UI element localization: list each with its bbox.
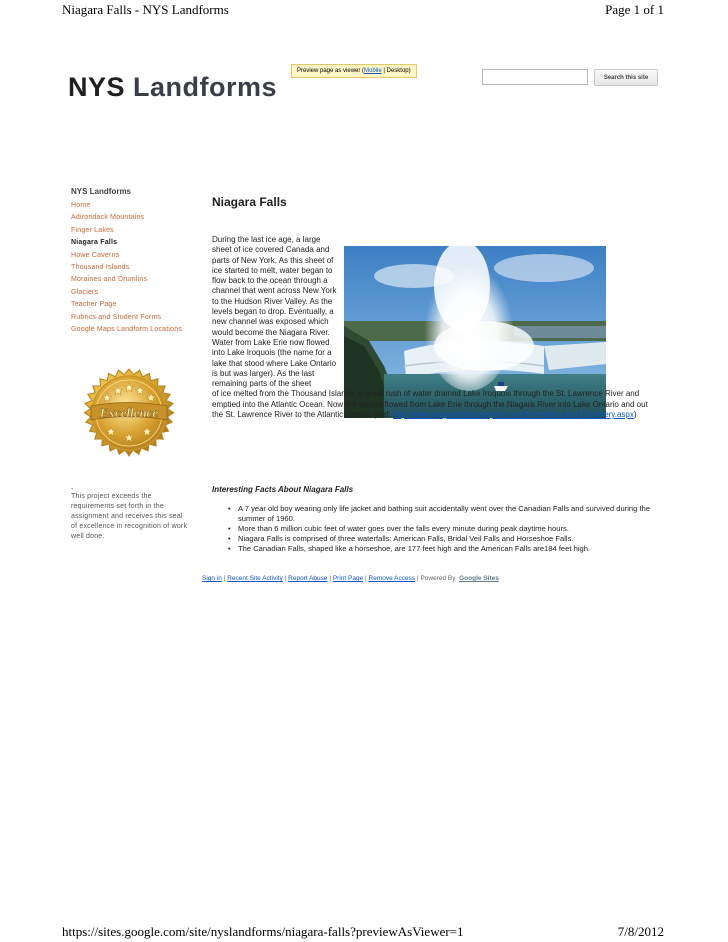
fact-text: More than 6 million cubic feet of water goes over the falls every minute during peak daytime hours. (238, 524, 569, 533)
intro-paragraph-wide (212, 389, 657, 420)
sidebar (71, 187, 196, 336)
page-title: Niagara Falls (212, 195, 287, 209)
sign-in-link[interactable]: Sign in (202, 575, 222, 582)
report-abuse-link[interactable]: Report Abuse (288, 575, 328, 582)
seal-note-text: This project exceeds the requirements set forth in the assignment and receives this seal of excellence in recognition of work well done. (71, 493, 188, 540)
facts-list (228, 504, 658, 554)
footer-separator: | (221, 575, 228, 582)
sidebar-item-finger-lakes[interactable]: Finger Lakes (71, 226, 114, 234)
seal-text: Excellence (99, 405, 159, 420)
search-input[interactable] (482, 69, 588, 85)
fact-text: A 7 year old boy wearing only life jacket and bathing suit accidentally went over the Canadian Falls and survived during the summer of 1960. (238, 504, 650, 523)
preview-suffix: ) (408, 68, 411, 74)
sidebar-item-niagara-falls[interactable]: Niagara Falls (71, 239, 118, 247)
facts-heading: Interesting Facts About Niagara Falls (212, 485, 354, 494)
article-body (212, 235, 657, 420)
footer-separator: | (415, 575, 421, 582)
intro-paragraph-wide-text: of ice melted from the Thousand Islands, a great rush of water drained Lake Iroquois through the St. Lawrence River and emptied into the Atlantic Ocean. Now the waters flowed from Lake Erie through the Niagara River into Lake Ontario and out the St. Lawrence River to the Atlantic Ocean. (Ref: (212, 389, 648, 420)
remove-access-link[interactable]: Remove Access (368, 575, 416, 582)
sidebar-item-glaciers[interactable]: Glaciers (71, 288, 99, 296)
sidebar-title: NYS Landforms (71, 187, 132, 196)
excellence-seal-icon (73, 357, 185, 469)
print-page-number: Page 1 of 1 (605, 2, 664, 17)
bullet-icon: • (228, 544, 231, 553)
excellence-seal-image (73, 357, 185, 469)
bullet-icon: • (228, 534, 231, 543)
reference-close: ) (633, 410, 637, 420)
seal-note (71, 487, 191, 542)
print-url: https://sites.google.com/site/nyslandforms/niagara-falls?previewAsViewer=1 (62, 924, 464, 939)
fact-text: Niagara Falls is comprised of three waterfalls: American Falls, Bridal Veil Falls and Horseshoe Falls. (238, 534, 574, 543)
fact-text: The Canadian Falls, shaped like a horseshoe, are 177 feet high and the American Falls are184 feet high. (238, 544, 591, 553)
sidebar-item-home[interactable]: Home (71, 202, 91, 209)
sidebar-item-google-maps[interactable]: Google Maps Landform Locations (71, 325, 183, 333)
sidebar-item-teacher-page[interactable]: Teacher Page (71, 301, 117, 309)
sidebar-item-moraines-and-drumlins[interactable]: Moraines and Drumlins (71, 276, 148, 284)
recent-activity-link[interactable]: Recent Site Activity (227, 575, 283, 582)
site-footer (202, 575, 499, 582)
bullet-icon: • (228, 524, 231, 533)
list-item (228, 534, 658, 544)
print-page-link[interactable]: Print Page (332, 575, 364, 582)
intro-paragraph-narrow: During the last ice age, a large sheet of ice covered Canada and parts of New York. As this sheet of ice started to melt, water began to flow back to the ocean through a channel that went across New York to the Hudson River Valley. As the levels began to drop. Eventually, a new channel was exposed which would become the Niagara River. Water from Lake Erie now flowed into Lake Iroquois (the name for a lake that stood where Lake Ontario is but was larger). As the last remaining parts of the sheet (212, 235, 337, 389)
preview-as-viewer-bar (291, 64, 417, 78)
preview-prefix: Preview page as viewer ( (297, 68, 365, 74)
sidebar-item-adirondack-mountains[interactable]: Adirondack Mountains (71, 214, 145, 222)
site-title[interactable] (68, 72, 277, 103)
bullet-icon: • (228, 504, 231, 513)
print-date: 7/8/2012 (617, 924, 664, 939)
preview-separator: | (381, 68, 387, 74)
site-title-part-2: Landforms (133, 72, 278, 102)
list-item (228, 504, 658, 524)
preview-mobile-link[interactable]: Mobile (364, 68, 382, 74)
google-sites-link[interactable]: Google Sites (459, 575, 499, 582)
sidebar-item-thousand-islands[interactable]: Thousand Islands (71, 263, 130, 271)
footer-separator: | (363, 575, 369, 582)
list-item (228, 544, 658, 554)
sidebar-item-howe-caverns[interactable]: Howe Caverns (71, 251, 120, 259)
print-page-title: Niagara Falls - NYS Landforms (62, 2, 229, 17)
sidebar-item-rubrics[interactable]: Rubrics and Student Forms (71, 313, 162, 321)
list-item (228, 524, 658, 534)
search-button[interactable]: Search this site (594, 69, 658, 86)
reference-link[interactable]: http://www.niagarafallsstatepark.com/Formation-and-Discovery.aspx (393, 410, 634, 420)
footer-separator: | (282, 575, 289, 582)
site-title-part-1: NYS (68, 72, 134, 102)
footer-separator: | (327, 575, 333, 582)
seal-note-dash: - (71, 486, 74, 493)
preview-desktop-label: Desktop (386, 68, 409, 74)
powered-by-label: Powered By (420, 575, 456, 582)
